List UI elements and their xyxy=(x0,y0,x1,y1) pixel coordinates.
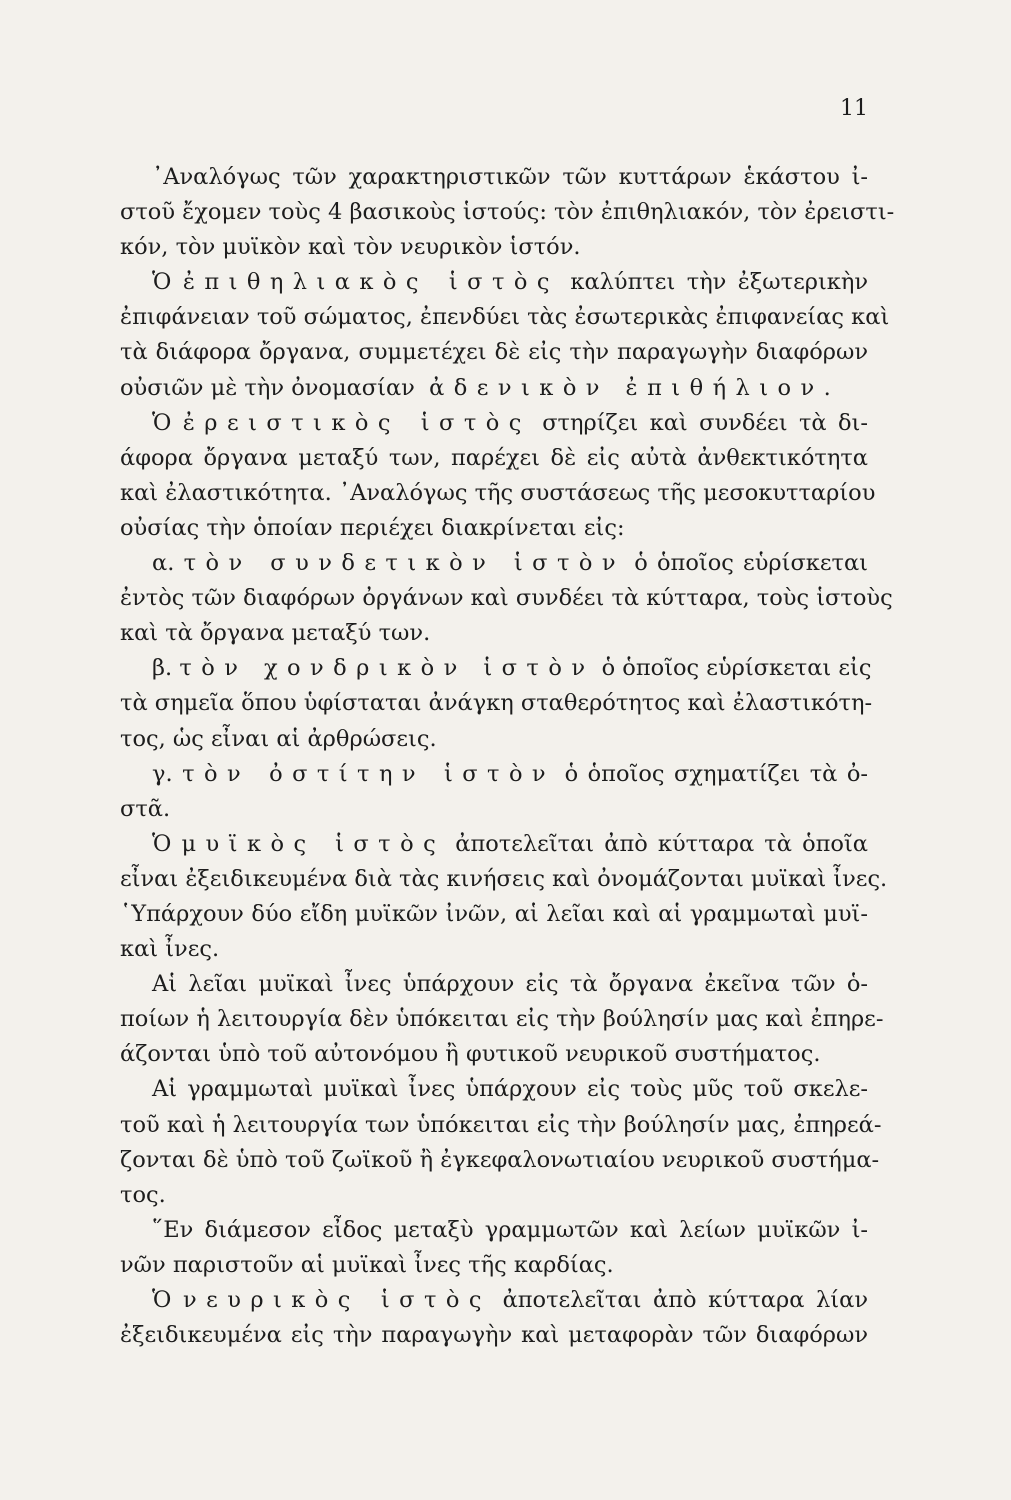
text-line xyxy=(120,371,868,406)
text-line: άζονται ὑπὸ τοῦ αὐτονόμου ἢ φυτικοῦ νευρικοῦ συστήματος. xyxy=(120,1041,821,1068)
spaced-term: μυϊκὸς ἱστὸς xyxy=(181,830,446,857)
spaced-term: ἀδενικὸν ἐπιθήλιον. xyxy=(429,374,841,401)
text-line: οὐσίας τὴν ὁποίαν περιέχει διακρίνεται εἰς: xyxy=(120,514,625,541)
text-line: τοῦ καὶ ἡ λειτουργία των ὑπόκειται εἰς τὴν βούλησίν μας, ἐπηρεά- xyxy=(120,1111,882,1138)
text-line: καὶ ἐλαστικότητα. ᾿Αναλόγως τῆς συστάσεως τῆς μεσοκυτταρίου xyxy=(120,479,876,506)
article: Ὁ xyxy=(152,409,172,436)
text-segment: οὐσιῶν μὲ τὴν ὀνομασίαν xyxy=(120,374,415,401)
article: Ὁ xyxy=(152,830,172,857)
spaced-term: τὸν χονδρικὸν ἱστὸν xyxy=(179,655,595,682)
text-line: νῶν παριστοῦν αἱ μυϊκαὶ ἶνες τῆς καρδίας. xyxy=(120,1251,614,1278)
spaced-term: ἐρειστικὸς ἱστὸς xyxy=(182,409,531,436)
text-line: κόν, τὸν μυϊκὸν καὶ τὸν νευρικὸν ἱστόν. xyxy=(120,234,581,261)
spaced-term: ἐπιθηλιακὸς ἱστὸς xyxy=(182,269,559,296)
page-number: 11 xyxy=(840,96,868,121)
text-line: ῾Υπάρχουν δύο εἴδη μυϊκῶν ἰνῶν, αἱ λεῖαι καὶ αἱ γραμμωταὶ μυϊ- xyxy=(120,900,868,927)
spaced-term: τὸν συνδετικὸν ἱστὸν xyxy=(183,550,626,577)
text-segment: ἀποτελεῖται ἀπὸ κύτταρα τὰ ὁποῖα xyxy=(455,830,868,857)
text-line: ἐξειδικευμένα εἰς τὴν παραγωγὴν καὶ μεταφορὰν τῶν διαφόρων xyxy=(120,1322,868,1349)
text-line: καὶ ἶνες. xyxy=(120,936,220,963)
text-line xyxy=(120,757,868,792)
text-line: τος, ὡς εἶναι αἱ ἀρθρώσεις. xyxy=(120,725,437,752)
text-line xyxy=(120,827,868,862)
text-line: ἐπιφάνειαν τοῦ σώματος, ἐπενδύει τὰς ἐσωτερικὰς ἐπιφανείας καὶ xyxy=(120,304,890,331)
spaced-term: νευρικὸς ἱστὸς xyxy=(182,1287,491,1313)
text-line xyxy=(120,1283,868,1318)
article: Ὁ xyxy=(152,269,172,296)
text-segment: ἀποτελεῖται ἀπὸ κύτταρα λίαν xyxy=(502,1287,868,1313)
text-line: στοῦ ἔχομεν τοὺς 4 βασικοὺς ἱστούς: τὸν ἐπιθηλιακόν, τὸν ἐρειστι- xyxy=(120,199,895,226)
list-marker: γ. xyxy=(152,760,173,787)
text-line: εἶναι ἐξειδικευμένα διὰ τὰς κινήσεις καὶ ὀνομάζονται μυϊκαὶ ἶνες. xyxy=(120,865,888,892)
text-line: ζονται δὲ ὑπὸ τοῦ ζωϊκοῦ ἢ ἐγκεφαλονωτιαίου νευρικοῦ συστήμα- xyxy=(120,1146,880,1173)
text-line: ᾿Αναλόγως τῶν χαρακτηριστικῶν τῶν κυττάρων ἑκάστου ἰ- xyxy=(152,164,868,190)
list-marker: α. xyxy=(152,550,175,577)
text-line: τὰ διάφορα ὄργανα, συμμετέχει δὲ εἰς τὴν παραγωγὴν διαφόρων xyxy=(120,339,868,366)
text-line xyxy=(120,406,868,441)
text-line: Αἱ λεῖαι μυϊκαὶ ἶνες ὑπάρχουν εἰς τὰ ὄργανα ἐκεῖνα τῶν ὁ- xyxy=(152,971,868,998)
text-line: άφορα ὄργανα μεταξύ των, παρέχει δὲ εἰς αὐτὰ ἀνθεκτικότητα xyxy=(120,444,868,471)
text-line: στᾶ. xyxy=(120,795,171,822)
spaced-term: τὸν ὀστίτην ἱστὸν xyxy=(182,760,556,787)
text-line: Αἱ γραμμωταὶ μυϊκαὶ ἶνες ὑπάρχουν εἰς τοὺς μῦς τοῦ σκελε- xyxy=(152,1076,868,1103)
text-line xyxy=(120,265,868,300)
text-segment: ὁ ὁποῖος σχηματίζει τὰ ὀ- xyxy=(564,760,868,787)
text-line xyxy=(120,546,868,581)
text-line: ποίων ἡ λειτουργία δὲν ὑπόκειται εἰς τὴν βούλησίν μας καὶ ἐπηρε- xyxy=(120,1006,884,1033)
text-segment: ὁ ὁποῖος εὑρίσκεται εἰς xyxy=(601,655,872,682)
text-line xyxy=(120,651,872,686)
article: Ὁ xyxy=(152,1287,172,1313)
list-marker: β. xyxy=(152,655,173,682)
text-segment: στηρίζει καὶ συνδέει τὰ δι- xyxy=(542,409,868,436)
text-line: καὶ τὰ ὄργανα μεταξύ των. xyxy=(120,620,431,647)
text-line: τὰ σημεῖα ὅπου ὑφίσταται ἀνάγκη σταθερότητος καὶ ἐλαστικότη- xyxy=(120,690,873,717)
body-text xyxy=(120,160,895,1353)
text-segment: καλύπτει τὴν ἐξωτερικὴν xyxy=(570,269,869,296)
text-line: ῞Εν διάμεσον εἶδος μεταξὺ γραμμωτῶν καὶ λείων μυϊκῶν ἰ- xyxy=(152,1216,868,1243)
text-line: ἐντὸς τῶν διαφόρων ὀργάνων καὶ συνδέει τὰ κύτταρα, τοὺς ἱστοὺς xyxy=(120,585,893,612)
text-line: τος. xyxy=(120,1181,166,1208)
text-segment: ὁ ὁποῖος εὑρίσκεται xyxy=(634,550,868,577)
